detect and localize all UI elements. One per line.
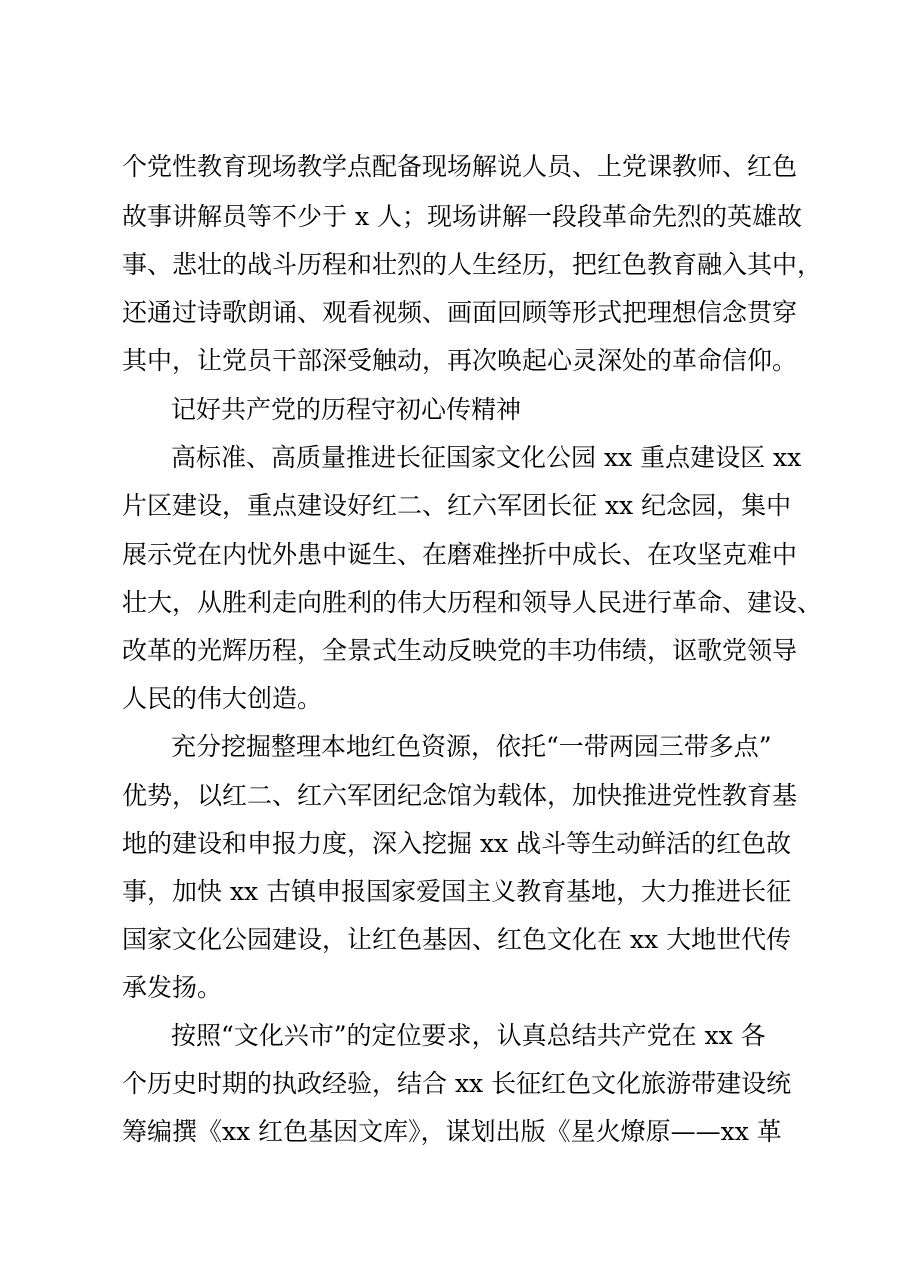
text-line: 其中，让党员干部深受触动，再次唤起心灵深处的革命信仰。 [122,346,798,375]
text-line: 还通过诗歌朗诵、观看视频、画面回顾等形式把理想信念贯穿 [122,298,798,327]
text-line: 改革的光辉历程，全景式生动反映党的丰功伟绩，讴歌党领导 [122,636,798,665]
text-line: 承发扬。 [122,973,223,1002]
text-line: 事、悲壮的战斗历程和壮烈的人生经历，把红色教育融入其中， [122,250,823,279]
text-line: 高标准、高质量推进长征国家文化公园 xx 重点建设区 xx [171,443,802,472]
text-line: 人民的伟大创造。 [122,684,323,713]
text-line: 筹编撰《xx 红色基因文库》，谋划出版《星火燎原——xx 革 [122,1117,782,1146]
text-line: 地的建设和申报力度，深入挖掘 xx 战斗等生动鲜活的红色故 [122,829,792,858]
text-line: 个历史时期的执政经验，结合 xx 长征红色文化旅游带建设统 [122,1069,792,1098]
text-line: 展示党在内忧外患中诞生、在磨难挫折中成长、在攻坚克难中 [122,540,798,569]
text-line: 故事讲解员等不少于 x 人；现场讲解一段段革命先烈的英雄故 [122,202,802,231]
text-line: 国家文化公园建设，让红色基因、红色文化在 xx 大地世代传 [122,925,792,954]
section-heading: 记好共产党的历程守初心传精神 [171,395,522,424]
text-line: 片区建设，重点建设好红二、红六军团长征 xx 纪念园，集中 [122,491,792,520]
text-line: 充分挖掘整理本地红色资源，依托“一带两园三带多点” [171,732,772,761]
text-line: 个党性教育现场教学点配备现场解说人员、上党课教师、红色 [122,152,798,181]
text-line: 壮大，从胜利走向胜利的伟大历程和领导人民进行革命、建设、 [122,588,823,617]
text-line: 事，加快 xx 古镇申报国家爱国主义教育基地，大力推进长征 [122,877,792,906]
text-line: 按照“文化兴市”的定位要求，认真总结共产党在 xx 各 [171,1021,766,1050]
text-line: 优势，以红二、红六军团纪念馆为载体，加快推进党性教育基 [122,781,798,810]
